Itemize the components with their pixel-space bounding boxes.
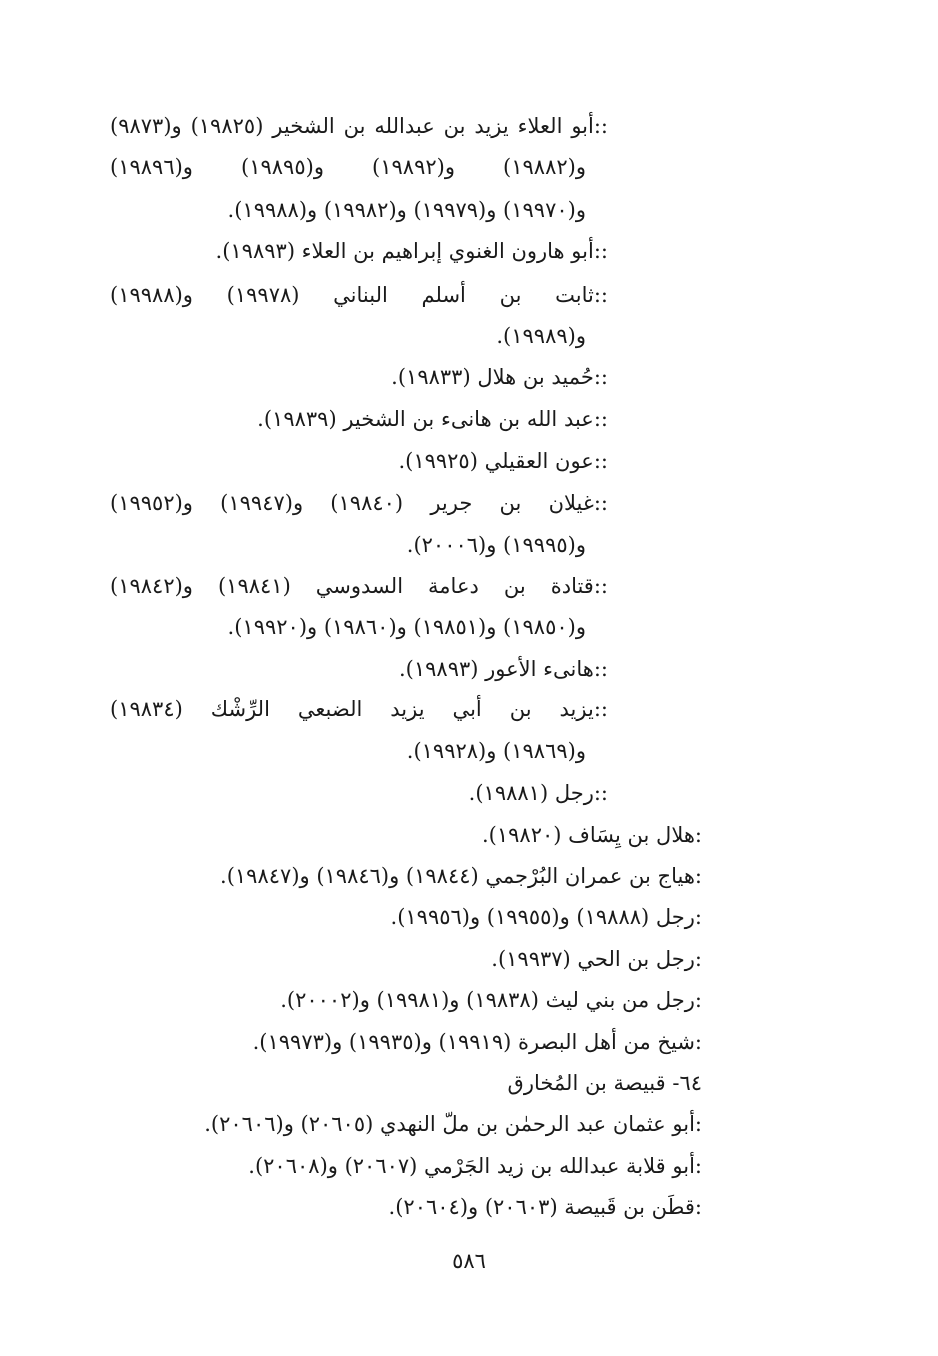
entry-line: و(١٩٩٧٠) و(١٩٩٧٩) و(١٩٩٨٢) و(١٩٩٨٨). [227,198,586,222]
entry-line: ::أبو هارون الغنوي إبراهيم بن العلاء (١٩٨٩٣). [215,239,608,263]
entry-line: ::قتادة بن دعامة السدوسي (١٩٨٤١) و(١٩٨٤٢) [110,574,608,598]
entry-line: ::يزيد بن أبي يزيد الضبعي الرِّشْك (١٩٨٣٤) [110,697,608,721]
entry-line: :أبو قلابة عبدالله بن زيد الجَرْمي (٢٠٦٠٧) و(٢٠٦٠٨). [248,1154,702,1178]
entry-line: :شيخ من أهل البصرة (١٩٩١٩) و(١٩٩٣٥) و(١٩٩٧٣). [252,1030,702,1054]
entry-line: ::رجل (١٩٨٨١). [468,781,608,805]
entry-line: ::أبو العلاء يزيد بن عبدالله بن الشخير (١٩٨٢٥) و(٩٨٧٣) [110,114,609,138]
entry-line: :قطَن بن قَبيصة (٢٠٦٠٣) و(٢٠٦٠٤). [388,1195,702,1219]
entry-line: و(١٩٨٨٢) و(١٩٨٩٢) و(١٩٨٩٥) و(١٩٨٩٦) [110,155,586,179]
entry-line: و(١٩٩٨٩). [496,324,586,348]
entry-line: :هياج بن عمران البُرْجمي (١٩٨٤٤) و(١٩٨٤٦) و(١٩٨٤٧). [220,864,702,888]
entry-line: و(١٩٨٥٠) و(١٩٨٥١) و(١٩٨٦٠) و(١٩٩٢٠). [227,615,586,639]
entry-line: :رجل بن الحي (١٩٩٣٧). [491,947,702,971]
section-heading: ٦٤- قبيصة بن المُخارق [507,1071,702,1095]
entry-line: :أبو عثمان عبد الرحمٰن بن ملّ النهدي (٢٠٦٠٥) و(٢٠٦٠٦). [204,1112,702,1136]
entry-line: ::هانىء الأعور (١٩٨٩٣). [398,657,608,681]
entry-line: :رجل (١٩٨٨٨) و(١٩٩٥٥) و(١٩٩٥٦). [390,905,702,929]
entry-line: ::عبد الله بن هانىء بن الشخير (١٩٨٣٩). [257,407,608,431]
entry-line: ::غيلان بن جرير (١٩٨٤٠) و(١٩٩٤٧) و(١٩٩٥٢) [110,491,609,515]
entry-line: :رجل من بني ليث (١٩٨٣٨) و(١٩٩٨١) و(٢٠٠٠٢). [280,988,702,1012]
entry-line: و(١٩٨٦٩) و(١٩٩٢٨). [406,739,586,763]
page-number: ٥٨٦ [452,1249,486,1273]
entry-line: ::ثابت بن أسلم البناني (١٩٩٧٨) و(١٩٩٨٨) [110,283,608,307]
entry-line: :هلال بن يِسَاف (١٩٨٢٠). [481,823,702,847]
entry-line: ::حُميد بن هلال (١٩٨٣٣). [391,365,608,389]
entry-line: و(١٩٩٩٥) و(٢٠٠٠٦). [406,533,586,557]
entry-line: ::عون العقيلي (١٩٩٢٥). [398,449,608,473]
